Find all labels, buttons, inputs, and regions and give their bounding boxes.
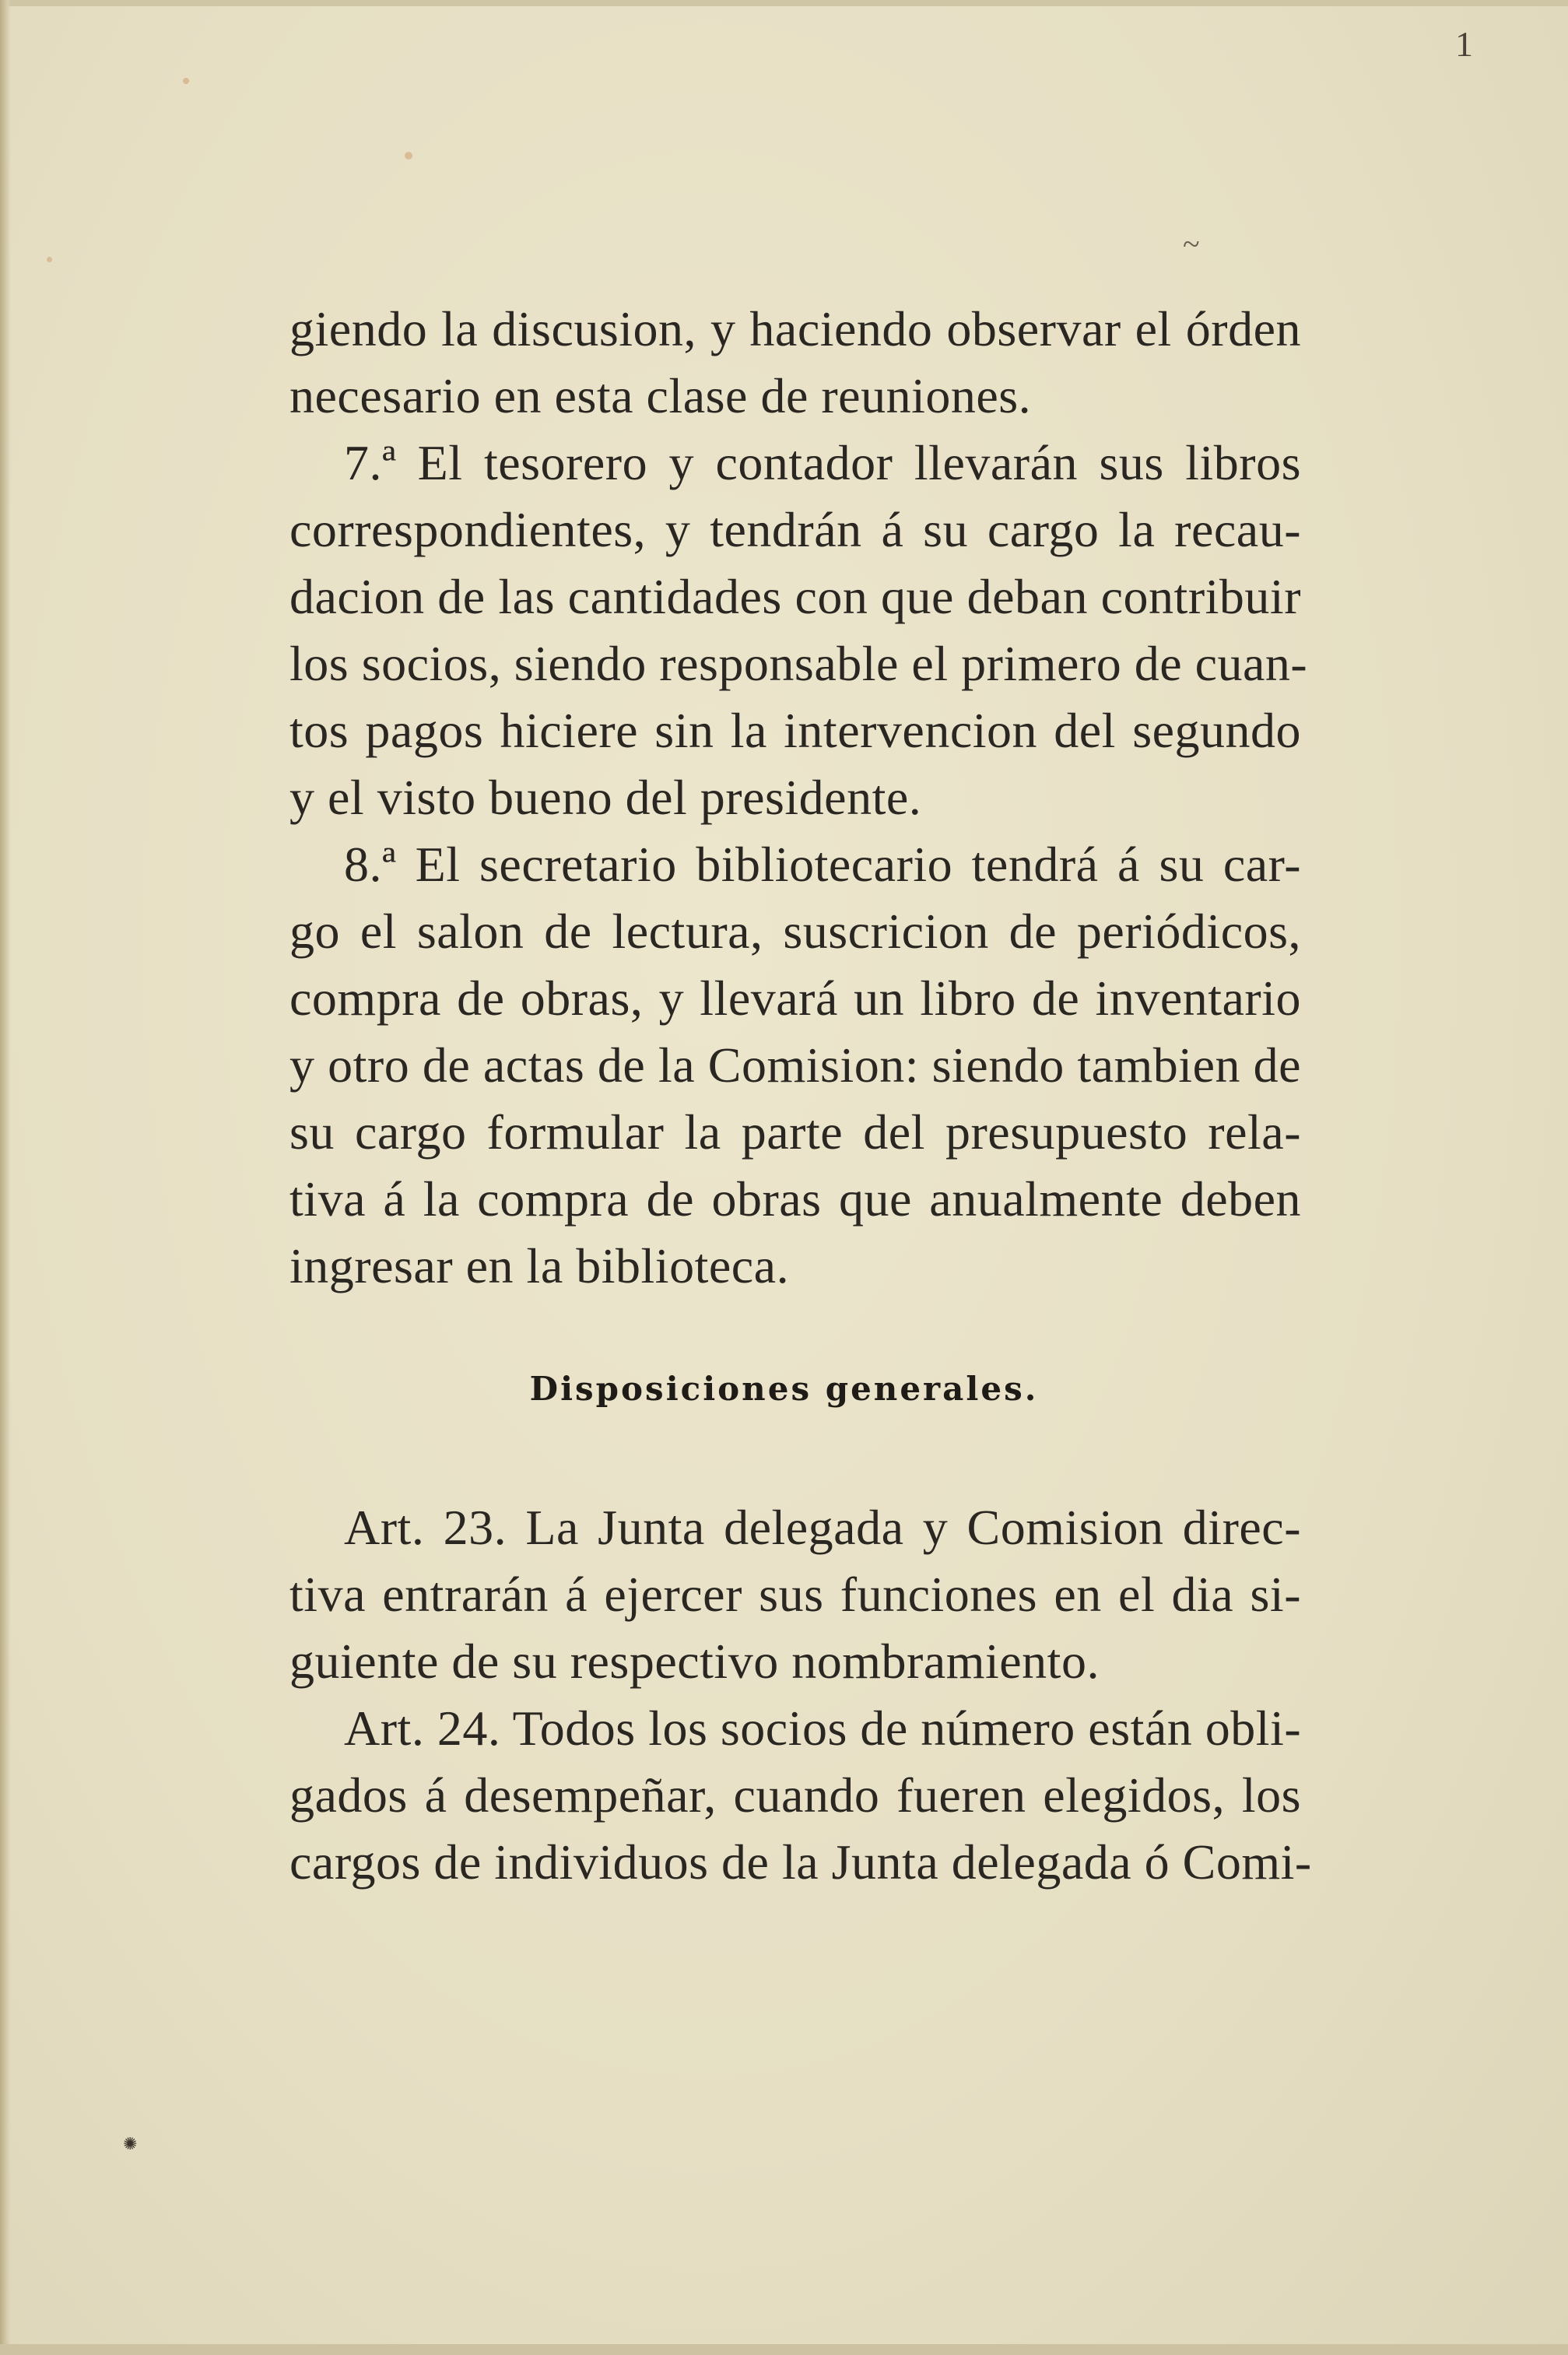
text-line: 8.ª El secretario bibliotecario tendrá á su car- xyxy=(344,837,1301,892)
text-line: gados á desempeñar, cuando fueren elegidos, los xyxy=(289,1767,1301,1823)
paper-speck xyxy=(405,152,412,160)
ornament-icon: ✺ xyxy=(123,2134,138,2153)
text-line: 7.ª El tesorero y contador llevarán sus libros xyxy=(344,435,1301,490)
text-line: su cargo formular la parte del presupuesto rela- xyxy=(289,1104,1301,1160)
page-left-edge xyxy=(0,0,11,2355)
text-line: y otro de actas de la Comision: siendo tambien de xyxy=(289,1037,1301,1093)
text-line: go el salon de lectura, suscricion de periódicos, xyxy=(289,904,1301,959)
text-line: dacion de las cantidades con que deban contribuir xyxy=(289,569,1301,624)
paper-speck xyxy=(183,78,189,84)
page-bottom-edge xyxy=(0,2344,1568,2355)
text-line: tos pagos hiciere sin la intervencion del segundo xyxy=(289,703,1301,758)
page-number-mark: 1 xyxy=(1455,24,1473,64)
body-text-block-2 xyxy=(289,1494,1312,1896)
text-line: cargos de individuos de la Junta delegada ó Comi- xyxy=(289,1834,1312,1890)
section-heading: Disposiciones generales. xyxy=(529,1370,1039,1408)
text-line: compra de obras, y llevará un libro de inventario xyxy=(289,970,1301,1026)
text-line: Art. 23. La Junta delegada y Comision direc- xyxy=(344,1500,1301,1555)
text-line: tiva á la compra de obras que anualmente deben xyxy=(289,1171,1301,1227)
text-line: ingresar en la biblioteca. xyxy=(289,1238,790,1293)
text-line: necesario en esta clase de reuniones. xyxy=(289,368,1032,423)
text-line: tiva entrarán á ejercer sus funciones en el dia si- xyxy=(289,1567,1301,1622)
text-line: Art. 24. Todos los socios de número están obli- xyxy=(344,1700,1302,1756)
text-line: los socios, siendo responsable el primero de cuan- xyxy=(289,636,1308,691)
page-top-edge xyxy=(0,0,1568,6)
body-text-block-1 xyxy=(289,296,1308,1300)
text-line: y el visto bueno del presidente. xyxy=(289,770,922,825)
dash-mark: ~ xyxy=(1183,226,1200,261)
paper-speck xyxy=(47,257,52,262)
text-line: correspondientes, y tendrán á su cargo la recau- xyxy=(289,502,1301,557)
text-line: giendo la discusion, y haciendo observar el órden xyxy=(289,301,1301,356)
text-line: guiente de su respectivo nombramiento. xyxy=(289,1634,1100,1689)
